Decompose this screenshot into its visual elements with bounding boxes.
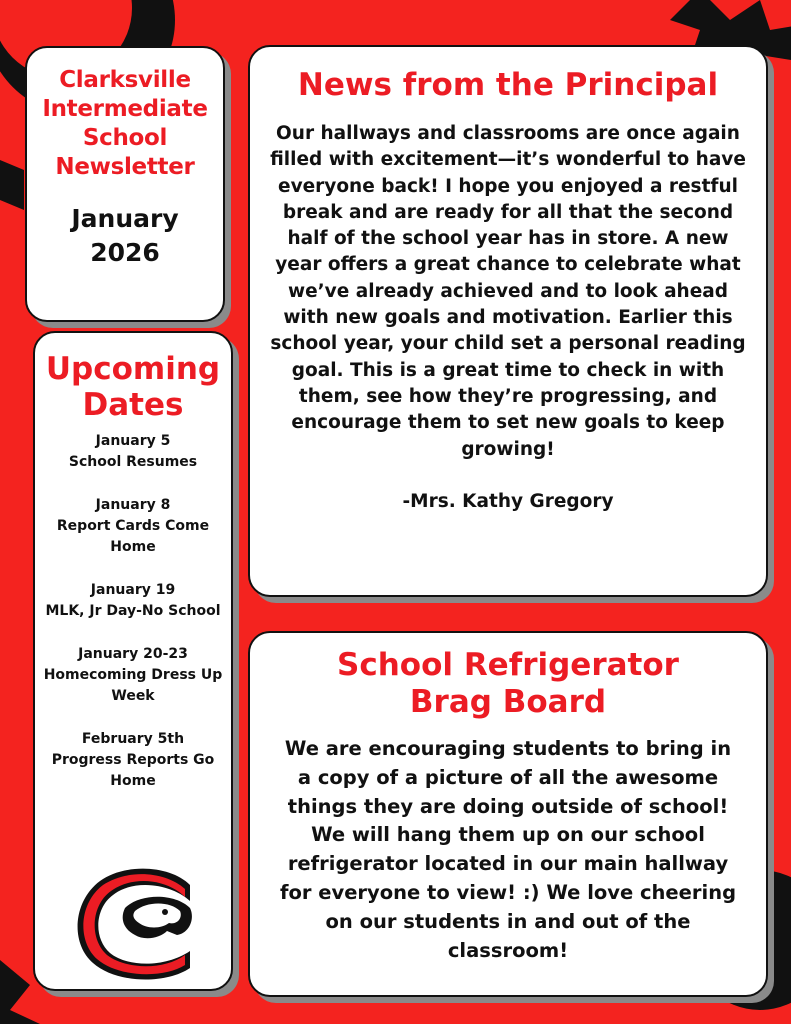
- brag-board-card: [248, 631, 768, 997]
- event-date: January 8: [95, 497, 171, 513]
- heading-line: Upcoming: [45, 351, 221, 387]
- school-name: [27, 66, 223, 182]
- school-name-line: Clarksville: [59, 67, 191, 93]
- newsletter-title-card: [25, 46, 225, 322]
- upcoming-dates-card: [33, 331, 233, 991]
- date-list: [35, 431, 231, 792]
- heading-line: Brag Board: [409, 684, 607, 720]
- issue-year: 2026: [90, 238, 160, 267]
- principal-news-heading: News from the Principal: [297, 67, 719, 103]
- principal-message: Our hallways and classrooms are once again filled with excitement—it’s wonderful to have everyone back! I hope you enjoyed a restful break and are ready for all that the second half of the school year has in store. A new year offers a great chance to celebrate what we’ve already achieved and to look ahead with new goals and motivation. Earlier this school year, your child set a personal reading goal. This is a great time to check in with them, see how they’re progressing, and encourage them to set new goals to keep growing!: [270, 123, 746, 460]
- heading-line: Dates: [82, 387, 184, 423]
- event-date: February 5th: [81, 731, 185, 747]
- event-description: Homecoming Dress Up: [43, 667, 223, 683]
- school-name-line: Newsletter: [55, 154, 195, 180]
- event-description: Progress Reports Go: [51, 752, 215, 768]
- upcoming-date-item: [35, 729, 231, 792]
- upcoming-dates-heading: [35, 351, 231, 423]
- brag-board-message: We are encouraging students to bring in a copy of a picture of all the awesome things they are doing outside of school! We will hang them up on our school refrigerator located in our main hallway for everyone to view! :) We love cheering on our students in and out of the classroom!: [279, 737, 737, 962]
- principal-news-card: [248, 45, 768, 597]
- event-date: January 5: [95, 433, 171, 449]
- school-name-line: Intermediate: [42, 96, 208, 122]
- heading-line: School Refrigerator: [337, 647, 679, 683]
- school-name-line: School: [82, 125, 168, 151]
- event-description: School Resumes: [68, 454, 198, 470]
- event-description: Home: [110, 773, 156, 789]
- brag-board-heading: [250, 647, 766, 721]
- event-description: MLK, Jr Day-No School: [45, 603, 221, 619]
- upcoming-date-item: [35, 644, 231, 707]
- upcoming-date-item: [35, 580, 231, 622]
- issue-date: [27, 202, 223, 270]
- principal-signature: -Mrs. Kathy Gregory: [402, 490, 614, 512]
- event-description: Week: [111, 688, 155, 704]
- cougar-c-logo-icon: [65, 863, 205, 983]
- upcoming-date-item: [35, 431, 231, 473]
- issue-month: January: [71, 204, 179, 233]
- upcoming-date-item: [35, 495, 231, 558]
- event-date: January 19: [90, 582, 176, 598]
- event-date: January 20-23: [78, 646, 188, 662]
- event-description: Home: [110, 539, 156, 555]
- event-description: Report Cards Come: [56, 518, 210, 534]
